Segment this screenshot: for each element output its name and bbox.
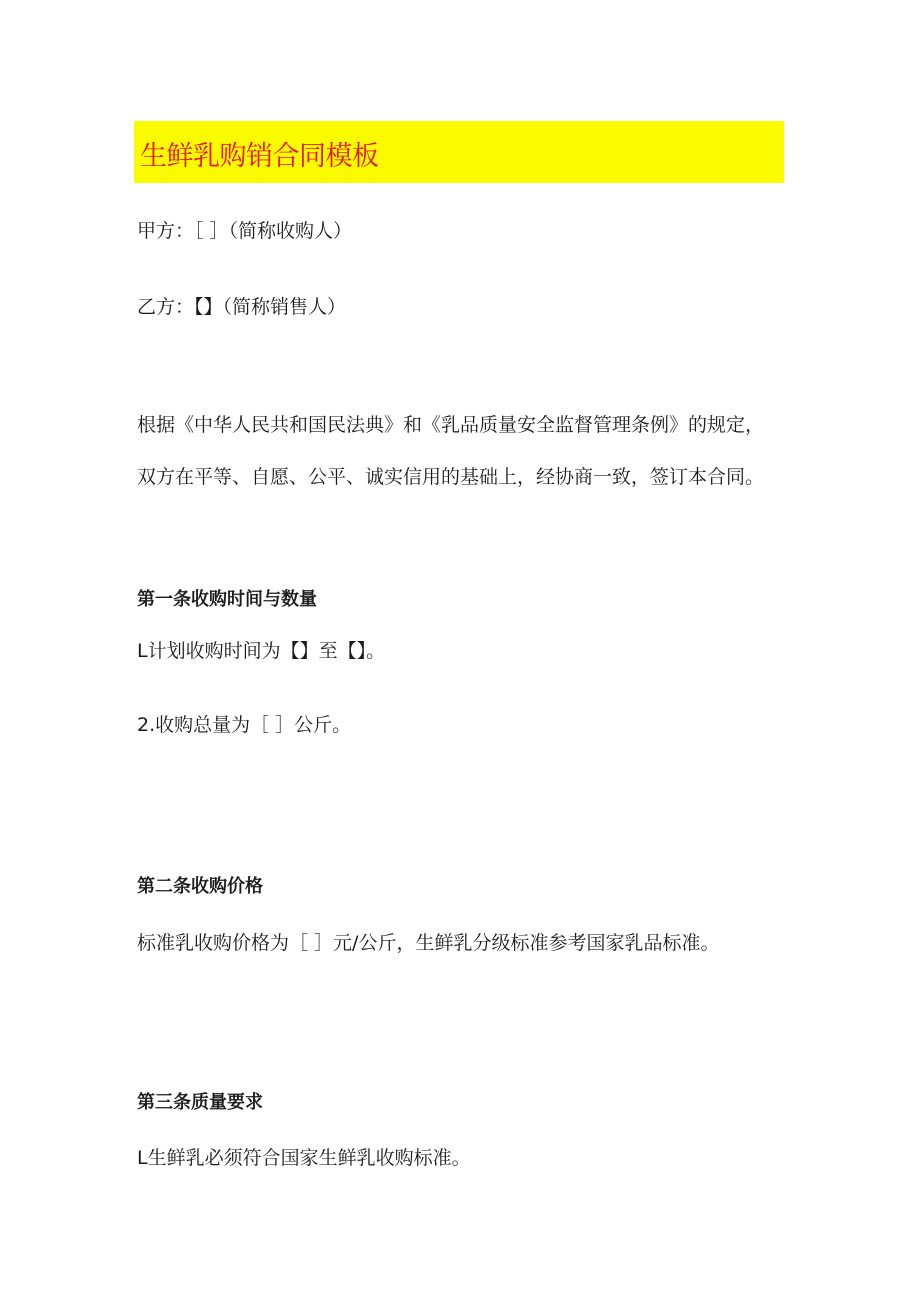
section-item: 2.收购总量为［ ］公斤。 xyxy=(137,714,352,736)
section-heading: 第一条收购时间与数量 xyxy=(137,589,317,610)
preamble-line-2: 双方在平等、自愿、公平、诚实信用的基础上，经协商一致，签订本合同。 xyxy=(137,466,765,488)
section-item: L计划收购时间为【】至【】。 xyxy=(137,640,386,662)
section-item: 标准乳收购价格为［ ］元/公斤，生鲜乳分级标准参考国家乳品标准。 xyxy=(137,932,720,954)
preamble-line-1: 根据《中华人民共和国民法典》和《乳品质量安全监督管理条例》的规定， xyxy=(137,414,765,436)
party-b: 乙方：【】（简称销售人） xyxy=(137,296,347,318)
section-heading: 第三条质量要求 xyxy=(137,1092,263,1113)
section-heading: 第二条收购价格 xyxy=(137,876,263,897)
title-highlight xyxy=(134,121,784,183)
party-a: 甲方：［ ］（简称收购人） xyxy=(137,220,353,242)
document-title: 生鲜乳购销合同模板 xyxy=(140,141,379,172)
section-item: L生鲜乳必须符合国家生鲜乳收购标准。 xyxy=(137,1147,471,1169)
